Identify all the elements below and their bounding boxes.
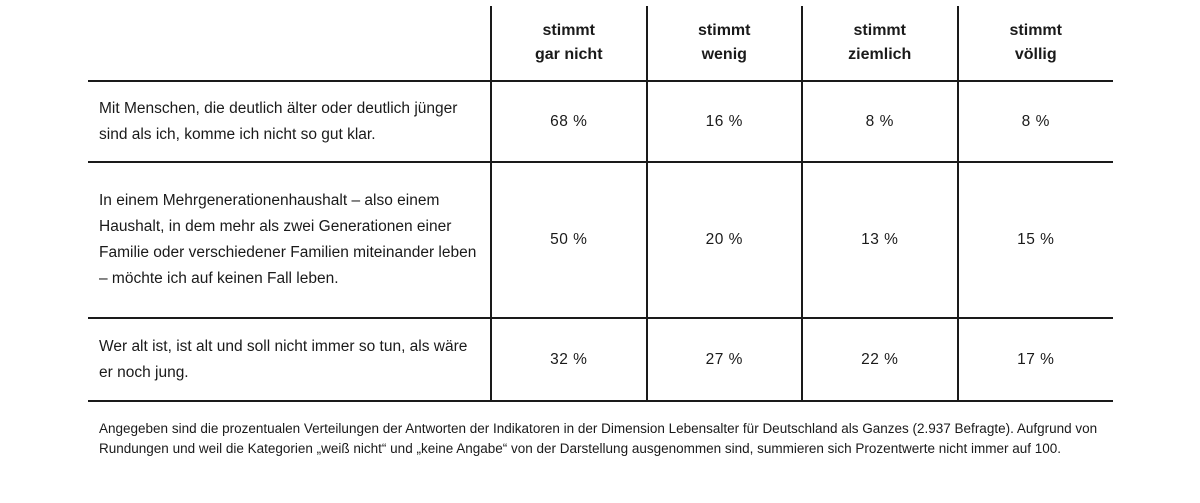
column-header-voellig	[958, 6, 1114, 81]
row-label: Mit Menschen, die deutlich älter oder deutlich jünger sind als ich, komme ich nicht so gut klar.	[99, 99, 458, 143]
header-empty-cell	[88, 6, 491, 81]
value-cell: 22 %	[802, 318, 958, 401]
value-cell: 32 %	[491, 318, 647, 401]
column-header-line1: stimmt	[542, 22, 595, 39]
value-cell: 50 %	[491, 162, 647, 318]
column-header-ziemlich	[802, 6, 958, 81]
value-cell: 15 %	[958, 162, 1114, 318]
column-header-line2: gar nicht	[534, 46, 603, 63]
column-header-line2: völlig	[1014, 46, 1057, 63]
table-body	[88, 81, 1113, 401]
row-label: Wer alt ist, ist alt und soll nicht immer so tun, als wäre er noch jung.	[99, 337, 468, 381]
row-label: In einem Mehrgenerationenhaushalt – also einem Haushalt, in dem mehr als zwei Generationen einer Familie oder verschiedener Familien miteinander leben – möchte ich auf keinen Fall leben.	[99, 192, 477, 287]
survey-table-container	[88, 6, 1113, 402]
table-row	[88, 162, 1113, 318]
survey-table	[88, 6, 1113, 402]
row-label-cell	[88, 81, 491, 162]
value-cell: 27 %	[647, 318, 803, 401]
value-cell: 20 %	[647, 162, 803, 318]
column-header-line1: stimmt	[698, 22, 751, 39]
value-cell: 8 %	[802, 81, 958, 162]
value-cell: 13 %	[802, 162, 958, 318]
column-header-line1: stimmt	[853, 22, 906, 39]
value-cell: 8 %	[958, 81, 1114, 162]
column-header-line1: stimmt	[1009, 22, 1062, 39]
column-header-gar-nicht	[491, 6, 647, 81]
row-label-cell	[88, 318, 491, 401]
column-header-line2: wenig	[701, 46, 747, 63]
value-cell: 68 %	[491, 81, 647, 162]
table-row	[88, 81, 1113, 162]
column-header-wenig	[647, 6, 803, 81]
column-header-line2: ziemlich	[848, 46, 912, 63]
value-cell: 16 %	[647, 81, 803, 162]
value-cell: 17 %	[958, 318, 1114, 401]
row-label-cell	[88, 162, 491, 318]
table-row	[88, 318, 1113, 401]
header-row	[88, 6, 1113, 81]
footnote: Angegeben sind die prozentualen Verteilungen der Antworten der Indikatoren in der Dimension Lebensalter für Deutschland als Ganzes (2.937 Befragte). Aufgrund von Rundungen und weil die Kategorien „weiß nicht“ und „keine Angabe“ von der Darstellung ausgenommen sind, summieren sich Prozentwerte nicht immer auf 100.	[99, 420, 1098, 456]
table-header	[88, 6, 1113, 81]
